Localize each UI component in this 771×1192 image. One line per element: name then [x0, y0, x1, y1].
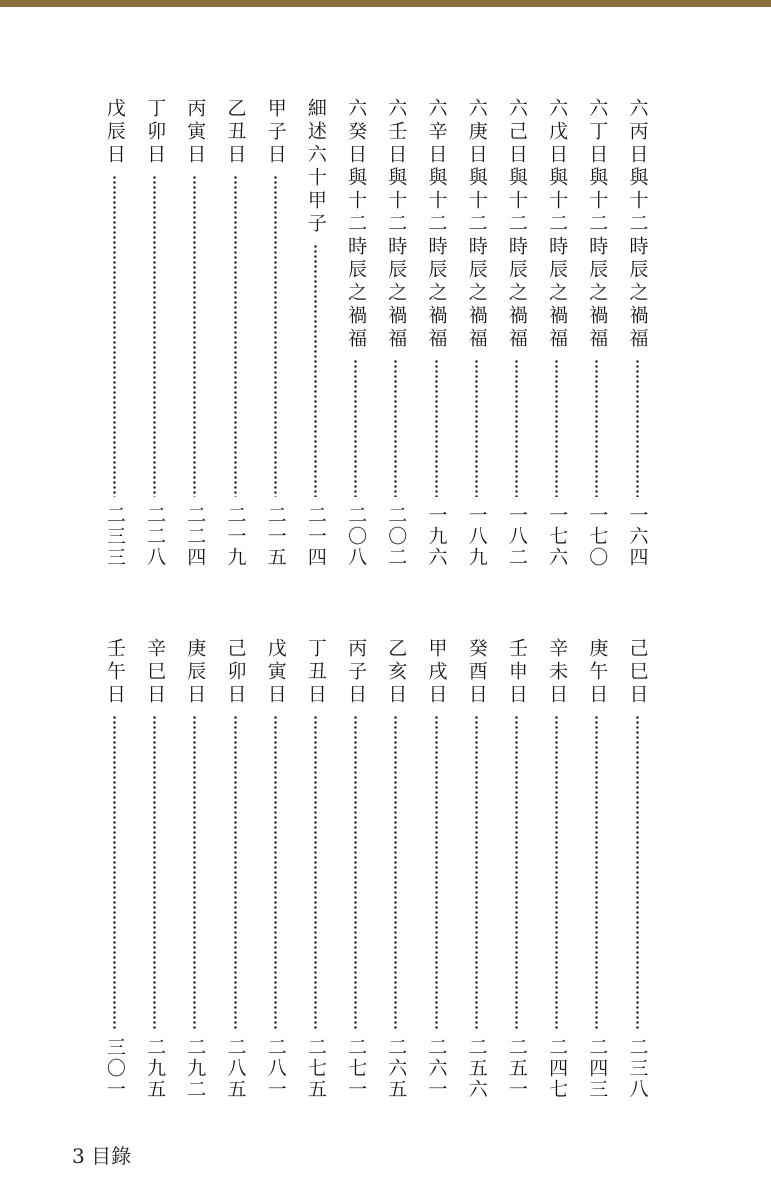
entry-title: 壬申日 [505, 638, 528, 707]
entry-page-number: 二六五 [385, 1037, 408, 1100]
entry-page-number: 二五六 [465, 1037, 488, 1100]
dot-leader [435, 715, 438, 1029]
entry-page-number: 二二八 [144, 505, 167, 568]
dot-leader [314, 244, 317, 497]
entry-page-number: 二二四 [184, 505, 207, 568]
entry-title: 六丙日與十二時辰之禍福 [626, 98, 649, 351]
entry-page-number: 一八九 [465, 505, 488, 568]
entry-title: 丁卯日 [144, 98, 167, 167]
entry-title: 己巳日 [626, 638, 649, 707]
entry-page-number: 一七六 [546, 505, 569, 568]
entry-page-number: 二一五 [264, 505, 287, 568]
toc-entry[interactable] [135, 638, 175, 1100]
toc-entry[interactable] [94, 638, 134, 1100]
toc-entry[interactable] [215, 638, 255, 1100]
dot-leader [636, 715, 639, 1029]
entry-page-number: 二一四 [304, 505, 327, 568]
entry-page-number: 二八一 [264, 1037, 287, 1100]
entry-title: 六庚日與十二時辰之禍福 [465, 98, 488, 351]
entry-page-number: 三〇一 [103, 1037, 126, 1100]
entry-title: 丙子日 [345, 638, 368, 707]
entry-page-number: 二七一 [345, 1037, 368, 1100]
entry-page-number: 二〇二 [385, 505, 408, 568]
page-footer: 3 目錄 [72, 1144, 132, 1168]
dot-leader [234, 715, 237, 1029]
entry-page-number: 一八二 [505, 505, 528, 568]
toc-entry[interactable] [255, 638, 295, 1100]
entry-page-number: 一六四 [626, 505, 649, 568]
entry-page-number: 二一九 [224, 505, 247, 568]
dot-leader [113, 715, 116, 1029]
toc-entry[interactable] [577, 98, 617, 568]
toc-entry[interactable] [617, 98, 657, 568]
entry-page-number: 二三八 [626, 1037, 649, 1100]
entry-title: 甲戌日 [425, 638, 448, 707]
dot-leader [274, 175, 277, 497]
entry-title: 乙丑日 [224, 98, 247, 167]
dot-leader [153, 175, 156, 497]
dot-leader [193, 175, 196, 497]
toc-entry[interactable] [336, 98, 376, 568]
dot-leader [636, 359, 639, 497]
toc-entry[interactable] [496, 98, 536, 568]
dot-leader [193, 715, 196, 1029]
dot-leader [515, 715, 518, 1029]
entry-page-number: 一九六 [425, 505, 448, 568]
dot-leader [113, 175, 116, 497]
toc-entry[interactable] [175, 638, 215, 1100]
entry-page-number: 二九二 [184, 1037, 207, 1100]
entry-title: 六壬日與十二時辰之禍福 [385, 98, 408, 351]
dot-leader [314, 715, 317, 1029]
entry-page-number: 二五一 [505, 1037, 528, 1100]
entry-title: 癸酉日 [465, 638, 488, 707]
dot-leader [354, 359, 357, 497]
toc-entry[interactable] [376, 638, 416, 1100]
toc-entry[interactable] [175, 98, 215, 568]
toc-entry[interactable] [416, 98, 456, 568]
dot-leader [515, 359, 518, 497]
top-decorative-bar [0, 0, 771, 7]
dot-leader [595, 359, 598, 497]
dot-leader [555, 359, 558, 497]
entry-title: 甲子日 [264, 98, 287, 167]
entry-title: 己卯日 [224, 638, 247, 707]
entry-page-number: 二〇八 [345, 505, 368, 568]
entry-page-number: 二九五 [144, 1037, 167, 1100]
entry-page-number: 二三三 [103, 505, 126, 568]
dot-leader [394, 359, 397, 497]
toc-entry[interactable] [295, 638, 335, 1100]
entry-page-number: 二六一 [425, 1037, 448, 1100]
toc-entry[interactable] [135, 98, 175, 568]
toc-entry[interactable] [215, 98, 255, 568]
dot-leader [435, 359, 438, 497]
entry-title: 細述六十甲子 [304, 98, 327, 236]
toc-entry[interactable] [416, 638, 456, 1100]
entry-title: 六辛日與十二時辰之禍福 [425, 98, 448, 351]
entry-title: 六癸日與十二時辰之禍福 [345, 98, 368, 351]
entry-title: 六丁日與十二時辰之禍福 [586, 98, 609, 351]
entry-title: 乙亥日 [385, 638, 408, 707]
entry-page-number: 一七〇 [586, 505, 609, 568]
toc-entry[interactable] [295, 98, 335, 568]
entry-title: 戊寅日 [264, 638, 287, 707]
dot-leader [555, 715, 558, 1029]
toc-entry[interactable] [577, 638, 617, 1100]
dot-leader [354, 715, 357, 1029]
toc-entry[interactable] [537, 98, 577, 568]
dot-leader [234, 175, 237, 497]
entry-title: 丙寅日 [184, 98, 207, 167]
entry-title: 辛未日 [546, 638, 569, 707]
entry-page-number: 二四三 [586, 1037, 609, 1100]
entry-title: 六己日與十二時辰之禍福 [505, 98, 528, 351]
entry-title: 庚午日 [586, 638, 609, 707]
toc-entry[interactable] [456, 98, 496, 568]
entry-page-number: 二八五 [224, 1037, 247, 1100]
toc-entry[interactable] [255, 98, 295, 568]
toc-entry[interactable] [94, 98, 134, 568]
entry-page-number: 二四七 [546, 1037, 569, 1100]
entry-title: 辛巳日 [144, 638, 167, 707]
dot-leader [274, 715, 277, 1029]
dot-leader [153, 715, 156, 1029]
toc-entry[interactable] [376, 98, 416, 568]
toc-entry[interactable] [496, 638, 536, 1100]
toc-entry[interactable] [617, 638, 657, 1100]
entry-title: 庚辰日 [184, 638, 207, 707]
dot-leader [475, 715, 478, 1029]
entry-title: 丁丑日 [304, 638, 327, 707]
entry-title: 壬午日 [103, 638, 126, 707]
toc-entry[interactable] [336, 638, 376, 1100]
entry-title: 六戊日與十二時辰之禍福 [546, 98, 569, 351]
toc-entry[interactable] [537, 638, 577, 1100]
dot-leader [595, 715, 598, 1029]
dot-leader [475, 359, 478, 497]
entry-title: 戊辰日 [103, 98, 126, 167]
entry-page-number: 二七五 [304, 1037, 327, 1100]
toc-entry[interactable] [456, 638, 496, 1100]
dot-leader [394, 715, 397, 1029]
